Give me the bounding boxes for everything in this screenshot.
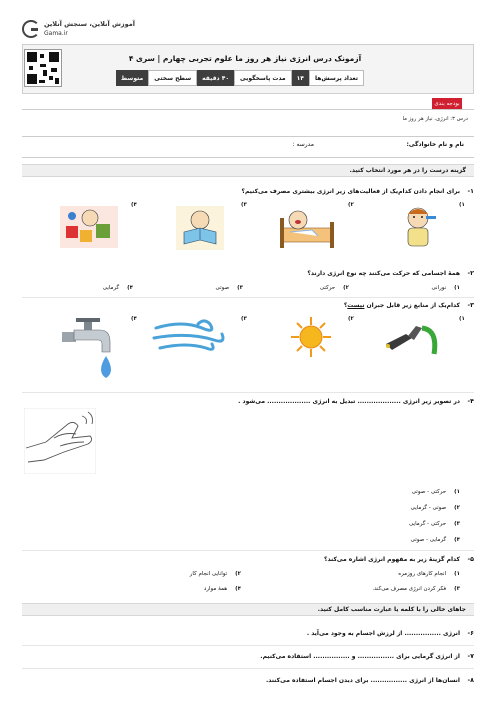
count-label: تعداد پرسش‌ها	[309, 70, 364, 86]
option-number[interactable]: ۳)	[241, 316, 247, 322]
wind-icon	[152, 318, 230, 356]
option-3[interactable]	[372, 586, 460, 592]
section-title: جاهای خالی را با کلمه یا عبارت مناسب کامل کنید.	[317, 606, 466, 613]
option-number: ۴)	[235, 586, 241, 592]
child-brushing-teeth-icon	[396, 204, 440, 250]
option-label: حرکتی - گرمایی	[408, 521, 447, 527]
water-faucet-icon	[62, 316, 118, 380]
option-3[interactable]	[409, 521, 460, 527]
sun-icon	[290, 316, 332, 358]
question-text: از انرژی گرمایی برای ................ و ................ استفاده می‌کنیم.	[260, 653, 460, 660]
divider	[22, 645, 474, 646]
option-number[interactable]: ۱)	[459, 316, 465, 322]
child-reading-icon	[176, 206, 224, 250]
option-label: حرکتی - صوتی	[411, 489, 447, 495]
option-number: ۲)	[454, 505, 460, 511]
question-number: ۵-	[467, 556, 474, 563]
question-text: برای انجام دادن کدام‌یک از فعالیت‌های زیر انرژی بیشتری مصرف می‌کنیم؟	[241, 188, 460, 195]
option-number: ۱)	[454, 489, 460, 495]
option-label: نورانی	[431, 285, 447, 291]
question-text: کدام‌یک از منابع زیر قابل جبران نیست؟	[343, 302, 460, 309]
option-number: ۳)	[454, 586, 460, 592]
question-text: کدام گزینهٔ زیر به مفهوم انرژی اشاره می‌کند؟	[324, 556, 460, 563]
option-4[interactable]	[204, 586, 241, 592]
option-number: ۴)	[454, 537, 460, 543]
option-number[interactable]: ۴)	[131, 202, 137, 208]
question-number: ۳-	[467, 302, 474, 309]
school-label: مدرسه :	[292, 141, 314, 148]
level-value: متوسط	[116, 70, 148, 86]
option-2[interactable]	[320, 285, 349, 291]
option-label: همهٔ موارد	[203, 586, 228, 592]
question-number: ۱-	[467, 188, 474, 195]
option-number[interactable]: ۲)	[348, 202, 354, 208]
divider	[22, 668, 474, 669]
budget-badge: بودجه بندی	[432, 98, 462, 110]
qr-code-icon	[24, 49, 62, 87]
child-in-bed-icon	[278, 206, 336, 250]
option-number: ۲)	[343, 285, 349, 291]
name-label: نام و نام خانوادگی:	[406, 141, 464, 148]
option-label: صوتی - گرمایی	[410, 505, 447, 511]
question-number: ۶-	[467, 630, 474, 637]
option-number[interactable]: ۳)	[241, 202, 247, 208]
logo-tagline: آموزش آنلاین، سنجش آنلاین	[44, 20, 136, 28]
count-value: ۱۴	[292, 70, 309, 86]
option-label: صوتی	[215, 285, 230, 291]
option-label: انجام کارهای روزمره	[398, 571, 447, 577]
exam-title: آزمونک درس انرژی نیاز هر روز ما علوم تجربی چهارم | سری ۴	[128, 54, 362, 63]
option-3[interactable]	[215, 285, 243, 291]
divider	[22, 109, 474, 110]
option-4[interactable]	[103, 285, 133, 291]
exam-info-bar	[116, 70, 364, 86]
divider	[22, 392, 474, 393]
option-label: فکر کردن انرژی مصرف می‌کند.	[372, 586, 447, 592]
option-label: گرمایی	[102, 285, 120, 291]
divider	[22, 297, 474, 298]
child-playing-toys-icon	[60, 206, 118, 248]
option-1[interactable]	[412, 489, 460, 495]
option-number: ۳)	[454, 521, 460, 527]
option-number: ۱)	[454, 571, 460, 577]
option-2[interactable]	[190, 571, 241, 577]
option-number: ۳)	[237, 285, 243, 291]
divider	[22, 550, 474, 551]
option-number[interactable]: ۴)	[131, 316, 137, 322]
option-label: حرکتی	[319, 285, 336, 291]
gama-logo[interactable]	[22, 18, 136, 40]
option-2[interactable]	[411, 505, 460, 511]
lesson-note: درس ۳: انرژی، نیاز هر روز ما	[402, 116, 468, 122]
question-text: انرژی ................ از لرزش اجسام به وجود می‌آید .	[306, 630, 460, 637]
question-number: ۸-	[467, 677, 474, 684]
exam-header	[22, 44, 474, 94]
time-value: ۴۰ دقیقه	[197, 70, 234, 86]
time-label: مدت پاسخگویی	[234, 70, 292, 86]
question-text: انسان‌ها از انرژی ................ برای دیدن اجسام استفاده می‌کنند.	[265, 677, 460, 684]
question-number: ۴-	[467, 398, 474, 405]
question-number: ۲-	[467, 270, 474, 277]
section-title: گزینه درست را در هر مورد انتخاب کنید.	[349, 167, 466, 174]
logo-site: Gama.ir	[44, 30, 68, 37]
option-number: ۲)	[235, 571, 241, 577]
question-text: همهٔ اجسامی که حرکت می‌کنند چه نوع انرژی دارند؟	[307, 270, 460, 277]
gama-logo-icon	[22, 20, 40, 38]
level-label: سطح سختی	[148, 70, 197, 86]
option-1[interactable]	[431, 285, 460, 291]
rubbing-hands-icon	[24, 408, 96, 474]
option-label: توانایی انجام کار	[189, 571, 228, 577]
fuel-nozzle-icon	[382, 316, 440, 356]
option-label: گرمایی - صوتی	[410, 537, 447, 543]
option-number: ۴)	[127, 285, 133, 291]
option-1[interactable]	[398, 571, 460, 577]
option-number: ۱)	[454, 285, 460, 291]
option-number[interactable]: ۲)	[348, 316, 354, 322]
option-4[interactable]	[411, 537, 460, 543]
question-text: در تصویر زیر انرژی ................... تبدیل به انرژی ................... می‌شود .	[238, 398, 460, 405]
question-number: ۷-	[467, 653, 474, 660]
option-number[interactable]: ۱)	[459, 202, 465, 208]
